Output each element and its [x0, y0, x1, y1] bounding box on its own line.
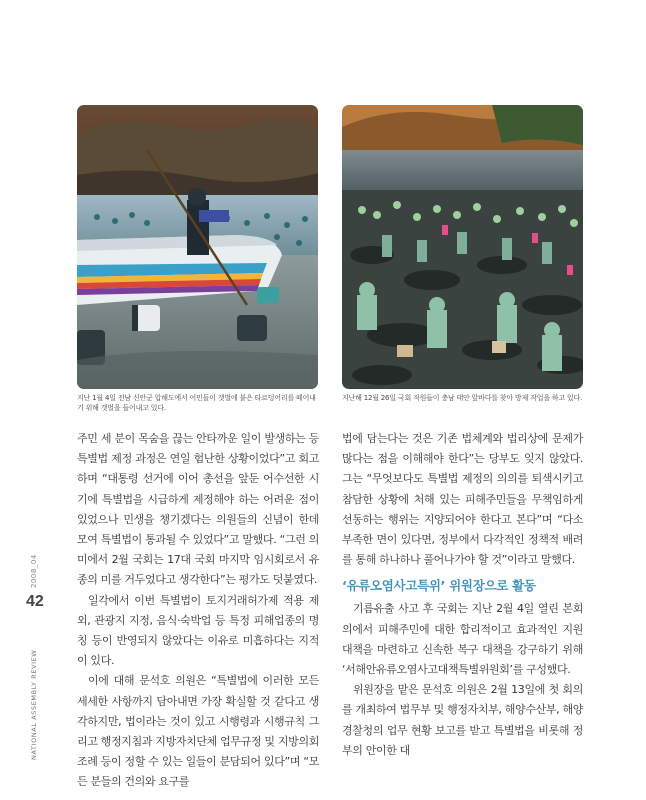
section-heading: ‘유류오염사고특위’ 위원장으로 활동	[342, 578, 536, 594]
photo-caption-left: 지난 1월 4일 전남 신안군 압해도에서 어민들이 갯벌에 붙은 타르덩어리를 떼어내기 위해 갯벌을 들어내고 있다.	[77, 394, 316, 412]
photo-fishermen-boat	[77, 105, 318, 389]
page-number: 42	[26, 593, 44, 610]
article-paragraph: 이에 대해 문석호 의원은 “특별법에 이러한 모든 세세한 사항까지 담아내면 가장 확실할 것 같다고 생각하지만, 법이라는 것이 있고 시행령과 시행규칙 그리고 행정지침과 지방자치단체 업무규정 및 지방의회 조례 등이 정할 수 있는 일들이 분담되어 있다”며 “모든 분들의 건의와 요구를	[77, 674, 319, 789]
article-column-right	[342, 429, 583, 761]
publication-name: NATIONAL ASSEMBLY REVIEW	[30, 649, 38, 760]
photo-cleanup-workers	[342, 105, 583, 389]
photo-caption-right: 지난해 12월 26일 국회 직원들이 충남 태안 앞바다를 찾아 방제 작업을 하고 있다.	[342, 394, 583, 402]
article-paragraph: 법에 담는다는 것은 기존 법체계와 법리상에 문제가 많다는 점을 이해해야 한다”는 당부도 잊지 않았다. 그는 “무엇보다도 특별법 제정의 의의를 퇴색시키고 참담한 상황에 처해 있는 피해주민들을 무책임하게 선동하는 행위는 지양되어야 한다고 본다”며 “다소 부족한 면이 있다면, 정부에서 다각적인 정책적 배려를 통해 하나하나 풀어나가야 할 것”이라고 말했다.	[342, 432, 583, 567]
article-paragraph: 주민 세 분이 목숨을 끊는 안타까운 일이 발생하는 등 특별법 제정 과정은 연일 험난한 상황이었다”고 회고하며 “대통령 선거에 이어 총선을 앞둔 어수선한 시기에 특별법을 시급하게 제정해야 하는 어려운 점이 있었으나 민생을 챙기겠다는 의원들의 신념이 한데 모여 특별법이 통과될 수 있었다”고 말했다. “그런 의미에서 2월 국회는 17대 국회 마지막 임시회로서 유종의 미를 거두었다고 생각한다”는 평가도 덧붙였다.	[77, 432, 319, 587]
article-paragraph: 기름유출 사고 후 국회는 지난 2월 4일 열린 본회의에서 피해주민에 대한 합리적이고 효과적인 지원대책을 마련하고 신속한 복구 대책을 강구하기 위해 ‘서해안유류오염사고대책특별위원회’를 구성했다.	[342, 602, 583, 677]
article-paragraph: 일각에서 이번 특별법이 토지거래허가제 적용 제외, 관광지 지정, 음식·숙박업 등 특정 피해업종의 명칭 등이 반영되지 않았다는 이유로 미흡하다는 지적이 있다.	[77, 593, 319, 668]
issue-label: 2008_04	[30, 554, 38, 588]
article-paragraph: 위원장을 맡은 문석호 의원은 2월 13일에 첫 회의를 개최하여 법무부 및 행정자치부, 해양수산부, 해양경찰청의 업무 현황 보고를 받고 특별법을 비롯해 정부의 안이한 대	[342, 683, 583, 757]
article-column-left	[77, 429, 319, 793]
